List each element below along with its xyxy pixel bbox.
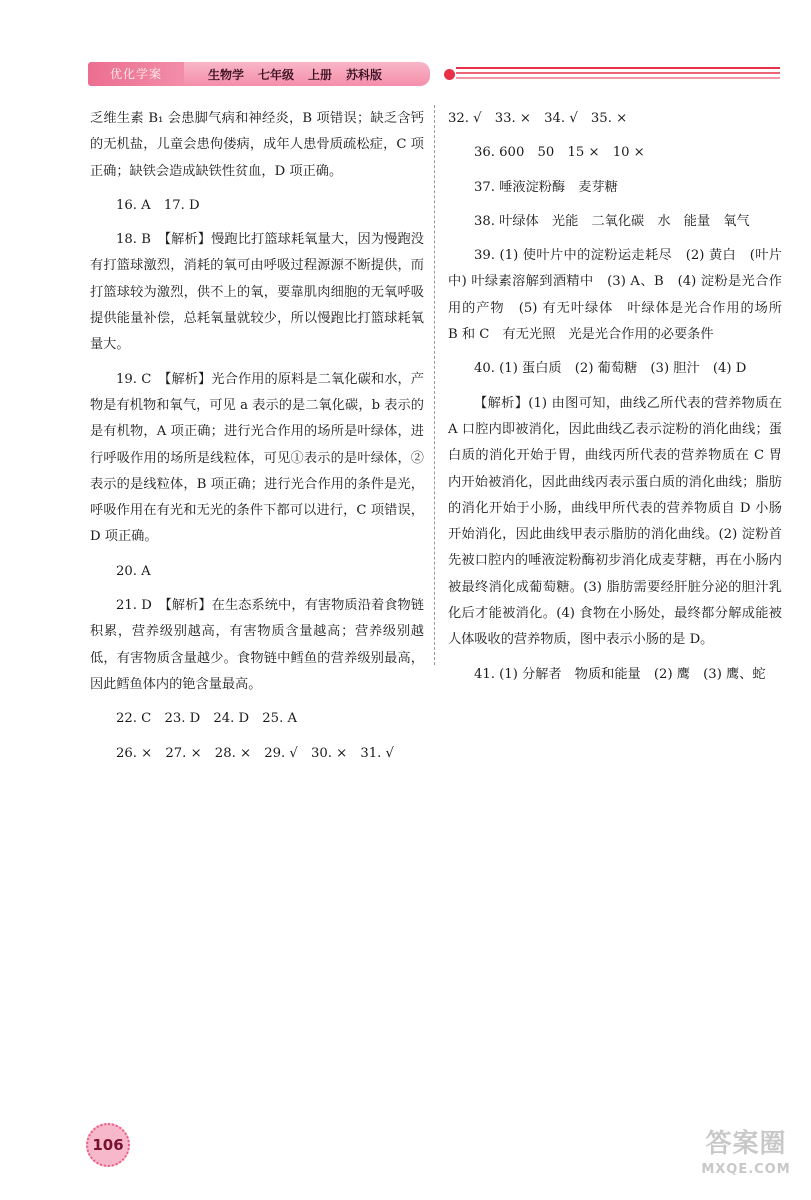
answer-22-25: 22. C 23. D 24. D 25. A xyxy=(116,711,297,727)
header-dot-decoration xyxy=(444,69,455,80)
answer-15-continued: 乏维生素 B₁ 会患脚气病和神经炎，B 项错误；缺乏含钙的无机盐，儿童会患佝偻病，成年人患骨质疏松症，C 项正确；缺铁会造成缺铁性贫血，D 项正确。 xyxy=(90,111,424,179)
answer-19: 19. C 【解析】光合作用的原料是二氧化碳和水，产物是有机物和氧气，可见 a 表示的是二氧化碳，b 表示的是有机物，A 项正确；进行光合作用的场所是叶绿体，进行呼吸作用的场所是线粒体，可见①表示的是叶绿体，②表示的是线粒体，B 项正确；进行光合作用的条件是光，呼吸作用在有光和无光的条件下都可以进行，C 项错误，D 项正确。 xyxy=(90,371,424,545)
answer-21: 21. D 【解析】在生态系统中，有害物质沿着食物链积累，营养级别越高，有害物质含量越高；营养级别越低，有害物质含量越少。食物链中鳕鱼的营养级别最高，因此鳕鱼体内的铯含量最高。 xyxy=(90,598,424,692)
edition-label: 苏科版 xyxy=(346,67,383,82)
header-line-decoration xyxy=(456,67,780,82)
left-column xyxy=(90,106,424,767)
watermark-main: 答案圈 xyxy=(705,1129,787,1159)
answer-37: 37. 唾液淀粉酶 麦芽糖 xyxy=(474,179,618,195)
page-header xyxy=(0,62,811,88)
page-number: 106 xyxy=(92,1136,124,1154)
answer-26-31: 26. × 27. × 28. × 29. √ 30. × 31. √ xyxy=(116,745,394,761)
right-column xyxy=(448,106,796,688)
answer-38: 38. 叶绿体 光能 二氧化碳 水 能量 氧气 xyxy=(474,213,750,229)
answer-20: 20. A xyxy=(116,563,151,579)
answer-32-35: 32. √ 33. × 34. √ 35. × xyxy=(448,111,628,126)
answer-39: 39. (1) 使叶片中的淀粉运走耗尽 (2) 黄白 (叶片中) 叶绿素溶解到酒精中 (3) A、B (4) 淀粉是光合作用的产物 (5) 有无叶绿体 叶绿体是光合作用的场所 B 和 C 有无光照 光是光合作用的必要条件 xyxy=(448,248,796,343)
series-label: 优化学案 xyxy=(88,62,184,86)
volume-label: 上册 xyxy=(308,67,333,82)
answer-36: 36. 600 50 15 × 10 × xyxy=(474,145,645,161)
answer-16-17: 16. A 17. D xyxy=(116,197,200,213)
site-watermark xyxy=(686,1126,806,1196)
grade-label: 七年级 xyxy=(258,67,295,82)
answer-40-analysis: 【解析】(1) 由图可知，曲线乙所代表的营养物质在 A 口腔内即被消化，因此曲线乙表示淀粉的消化曲线；蛋白质的消化开始于胃，曲线丙所代表的营养物质在 C 胃内开始被消化，因此曲线丙表示蛋白质的消化曲线；脂肪的消化开始于小肠，曲线甲所代表的营养物质自 D 小肠开始消化，因此曲线甲表示脂肪的消化曲线。(2) 淀粉首先被口腔内的唾液淀粉酶初步消化成麦芽糖，再在小肠内被最终消化成葡萄糖。(3) 脂肪需要经肝脏分泌的胆汁乳化后才能被消化。(4) 食物在小肠处，最终都分解成能被人体吸收的营养物质，图中表示小肠的是 D。 xyxy=(448,395,782,648)
book-info-bar xyxy=(184,62,430,86)
column-divider xyxy=(434,105,435,665)
answer-40: 40. (1) 蛋白质 (2) 葡萄糖 (3) 胆汁 (4) D xyxy=(474,361,747,377)
subject-label: 生物学 xyxy=(208,67,245,82)
answer-41: 41. (1) 分解者 物质和能量 (2) 鹰 (3) 鹰、蛇 xyxy=(474,666,766,682)
page-number-badge xyxy=(86,1123,130,1167)
watermark-domain: MXQE.COM xyxy=(701,1162,791,1177)
answer-18: 18. B 【解析】慢跑比打篮球耗氧量大，因为慢跑没有打篮球激烈，消耗的氧可由呼吸过程源源不断提供，而打篮球较为激烈，供不上的氧，要靠肌肉细胞的无氧呼吸提供能量补偿，总耗氧量就较少，所以慢跑比打篮球耗氧量大。 xyxy=(90,232,424,353)
